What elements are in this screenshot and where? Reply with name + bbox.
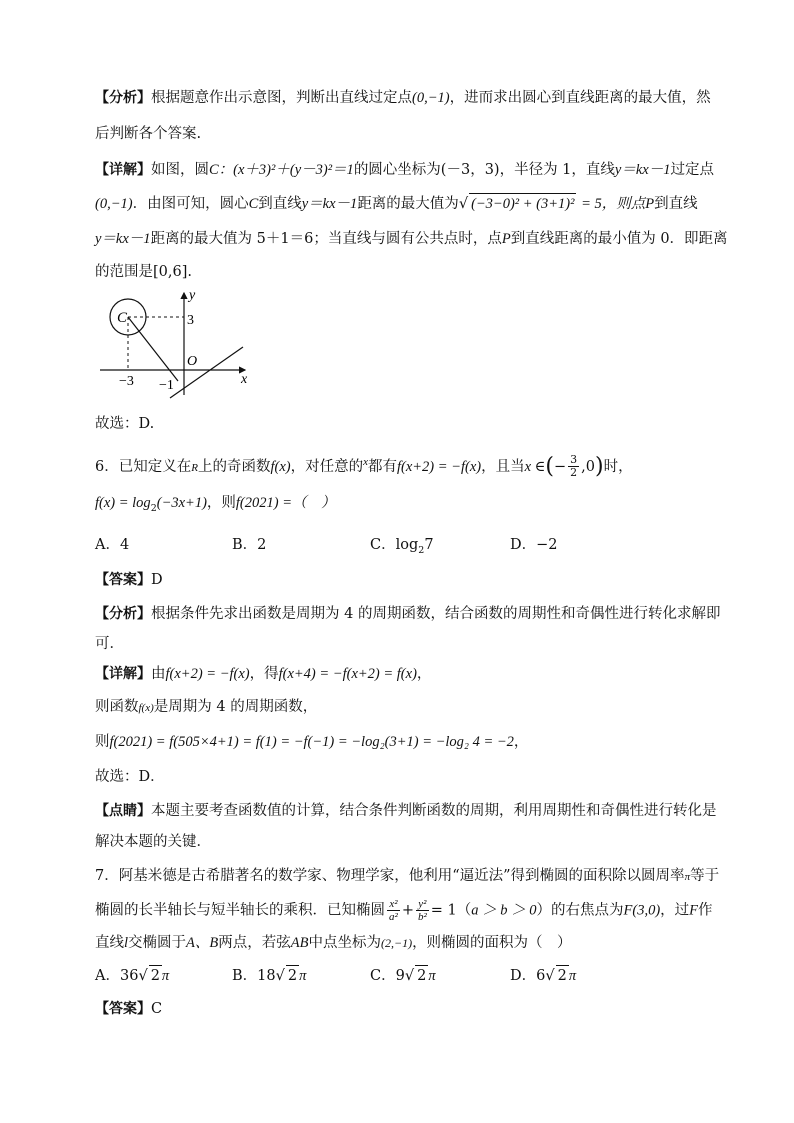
- label-3: 3: [187, 313, 194, 328]
- q6-detail-1: 【详解】由f(x+2) = −f(x)，得f(x+4) = −f(x+2) = f(x)，: [95, 666, 432, 682]
- q7-option-c[interactable]: C．9√ 2 π: [370, 965, 436, 986]
- q6-line-2: $f(x) = \log_2(-3x+1)$，则f(2021) =（ ）: [95, 495, 336, 514]
- q6-option-b[interactable]: B．2: [232, 537, 267, 553]
- sqrt-expression: (−3−0)² + (3+1)²: [469, 193, 576, 214]
- detail-line-4: 的范围是[0,6].: [95, 264, 192, 280]
- q6-analysis-1: 【分析】根据条件先求出函数是周期为 4 的周期函数，结合函数的周期性和奇偶性进行转化求解即: [95, 606, 721, 622]
- detail-line-1: 【详解】如图，圆C：(x＋3)²＋(y－3)²＝1的圆心坐标为(－3，3)，半径为 1，直线y＝kx－1过定点: [95, 162, 714, 178]
- detail-line-3: y＝kx－1距离的最大值为 5＋1＝6；当直线与圆有公共点时，点P到直线距离的最小值为 0．即距离: [95, 231, 728, 247]
- q6-answer: 【答案】D: [95, 572, 163, 588]
- q7-option-d[interactable]: D．6√ 2 π: [510, 965, 576, 986]
- q7-option-a[interactable]: A．36√ 2 π: [95, 965, 169, 986]
- q6-comment-1: 【点睛】本题主要考查函数值的计算，结合条件判断函数的周期，利用周期性和奇偶性进行转化是: [95, 803, 717, 819]
- label-y: y: [189, 288, 196, 303]
- q7-option-b[interactable]: B．18√ 2 π: [232, 965, 306, 986]
- label-c: C: [117, 310, 128, 326]
- label-neg1: −1: [159, 378, 174, 393]
- choose-line: 故选：D.: [95, 416, 155, 432]
- detail-line-2: (0,−1)．由图可知，圆心C到直线y＝kx－1距离的最大值为√ (−3−0)² + (3+1)² = 5，则点P到直线: [95, 193, 705, 214]
- q7-line-3: 直线l交椭圆于A、B两点，若弦AB中点坐标为(2,−1)，则椭圆的面积为（ ）: [95, 935, 572, 951]
- q7-answer: 【答案】C: [95, 1001, 163, 1017]
- analysis-line-1: 【分析】根据题意作出示意图，判断出直线过定点(0,−1)，进而求出圆心到直线距离的最大值，然: [95, 90, 711, 106]
- coordinate-figure: [95, 285, 265, 405]
- label-neg3: −3: [119, 374, 134, 389]
- q6-option-a[interactable]: A．4: [95, 537, 130, 553]
- q6-detail-3: 则f(2021) = f(505×4+1) = f(1) = −f(−1) = −log₂(3+1) = −log₂ 4 = −2，: [95, 734, 529, 750]
- q7-line-2: 椭圆的长半轴长与短半轴长的乘积．已知椭圆 $\frac{\text{x²}}{\text{a²}}$ + $\frac{\text{y²}}{\text{b²}}$ = 1（a ＞ b ＞ 0）的右焦点为F(3,0)，过F作: [95, 898, 713, 923]
- fraction-y: $\frac{\text{y²}}{\text{b²}}$: [417, 898, 427, 923]
- q6-comment-2: 解决本题的关键．: [95, 834, 211, 850]
- analysis-line-2: 后判断各个答案.: [95, 126, 202, 142]
- analysis-tag: 【分析】: [95, 90, 151, 106]
- q6-choose: 故选：D．: [95, 769, 165, 785]
- line-y-kx-1: [170, 347, 243, 398]
- q6-analysis-2: 可．: [95, 636, 124, 652]
- fraction-x: $\frac{\text{x²}}{\text{a²}}$: [389, 898, 398, 923]
- label-o: O: [187, 354, 198, 369]
- label-x: x: [241, 372, 248, 387]
- segment-c-to-point: [128, 317, 178, 381]
- q6-option-c[interactable]: C．$\log_27$: [370, 537, 434, 556]
- q6-detail-2: 则函数f(x)是周期为 4 的周期函数，: [95, 699, 318, 715]
- detail-tag: 【详解】: [95, 162, 151, 178]
- q7-line-1: 7．阿基米德是古希腊著名的数学家、物理学家，他利用“逼近法”得到椭圆的面积除以圆周率π等于: [95, 868, 720, 884]
- fraction: $\frac{3}{2}$: [570, 453, 578, 480]
- q6-option-d[interactable]: D．−2: [510, 537, 558, 553]
- q6-line-1: 6．已知定义在R上的奇函数f(x)，对任意的$^x$都有f(x+2) = −f(x)，且当x ∈(− $\frac{3}{2}$ ,0)时，: [95, 453, 633, 480]
